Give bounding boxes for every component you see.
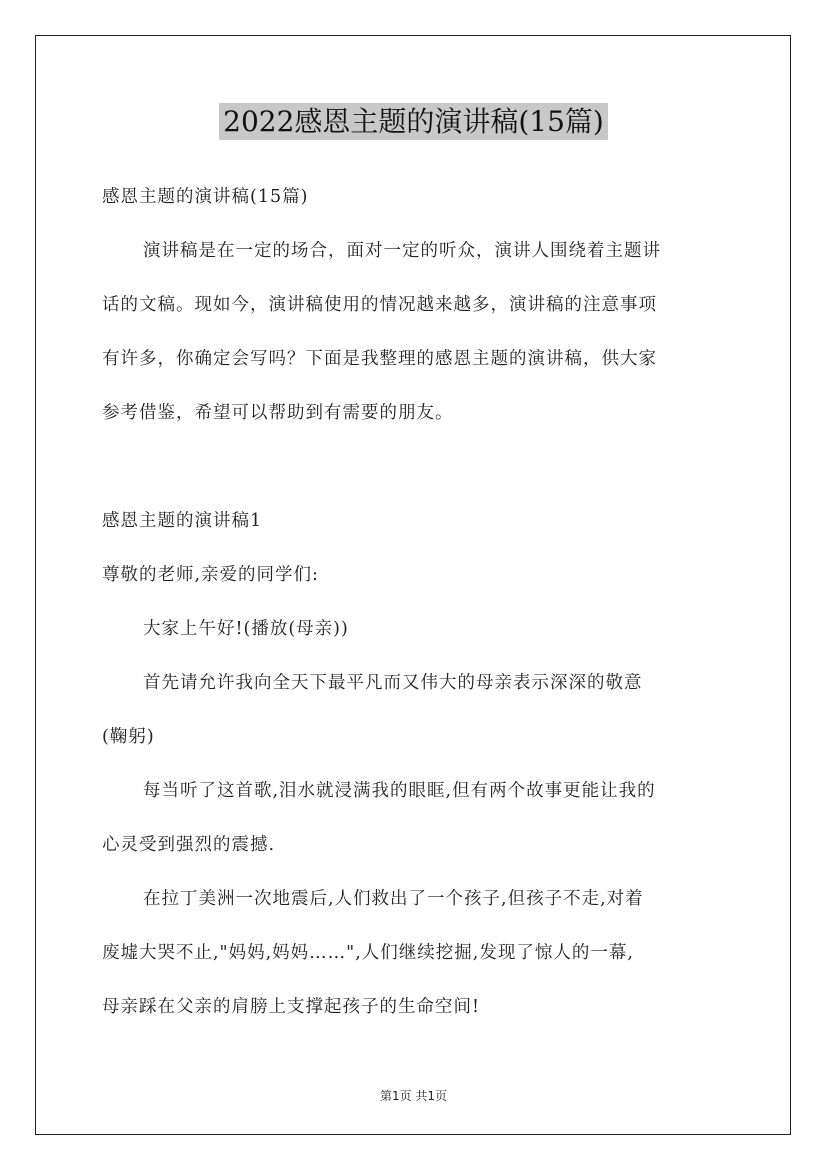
intro-line: 有许多，你确定会写吗？下面是我整理的感恩主题的演讲稿，供大家	[102, 349, 657, 369]
page-footer: 第1页 共1页	[379, 1089, 448, 1103]
paragraph-line: 母亲踩在父亲的肩膀上支撑起孩子的生命空间!	[102, 997, 481, 1017]
section-heading: 感恩主题的演讲稿1	[102, 511, 263, 531]
paragraph-line: 每当听了这首歌,泪水就浸满我的眼眶,但有两个故事更能让我的	[143, 781, 656, 801]
intro-line: 演讲稿是在一定的场合，面对一定的听众，演讲人围绕着主题讲	[143, 241, 661, 261]
paragraph-line: 心灵受到强烈的震撼.	[102, 835, 276, 855]
subtitle: 感恩主题的演讲稿(15篇)	[102, 187, 309, 207]
paragraph-line: 在拉丁美洲一次地震后,人们救出了一个孩子,但孩子不走,对着	[143, 889, 644, 909]
document-title-text: 2022感恩主题的演讲稿(15篇)	[219, 103, 608, 140]
intro-line: 参考借鉴，希望可以帮助到有需要的朋友。	[102, 403, 454, 423]
paragraph-line: 首先请允许我向全天下最平凡而又伟大的母亲表示深深的敬意	[143, 673, 643, 693]
paragraph-line: (鞠躬)	[102, 727, 155, 747]
greeting: 大家上午好!(播放(母亲))	[143, 619, 349, 639]
intro-line: 话的文稿。现如今，演讲稿使用的情况越来越多，演讲稿的注意事项	[102, 295, 657, 315]
paragraph-line: 废墟大哭不止,"妈妈,妈妈……",人们继续挖掘,发现了惊人的一幕,	[102, 943, 634, 963]
document-title	[0, 100, 827, 140]
salutation: 尊敬的老师,亲爱的同学们:	[102, 565, 319, 585]
